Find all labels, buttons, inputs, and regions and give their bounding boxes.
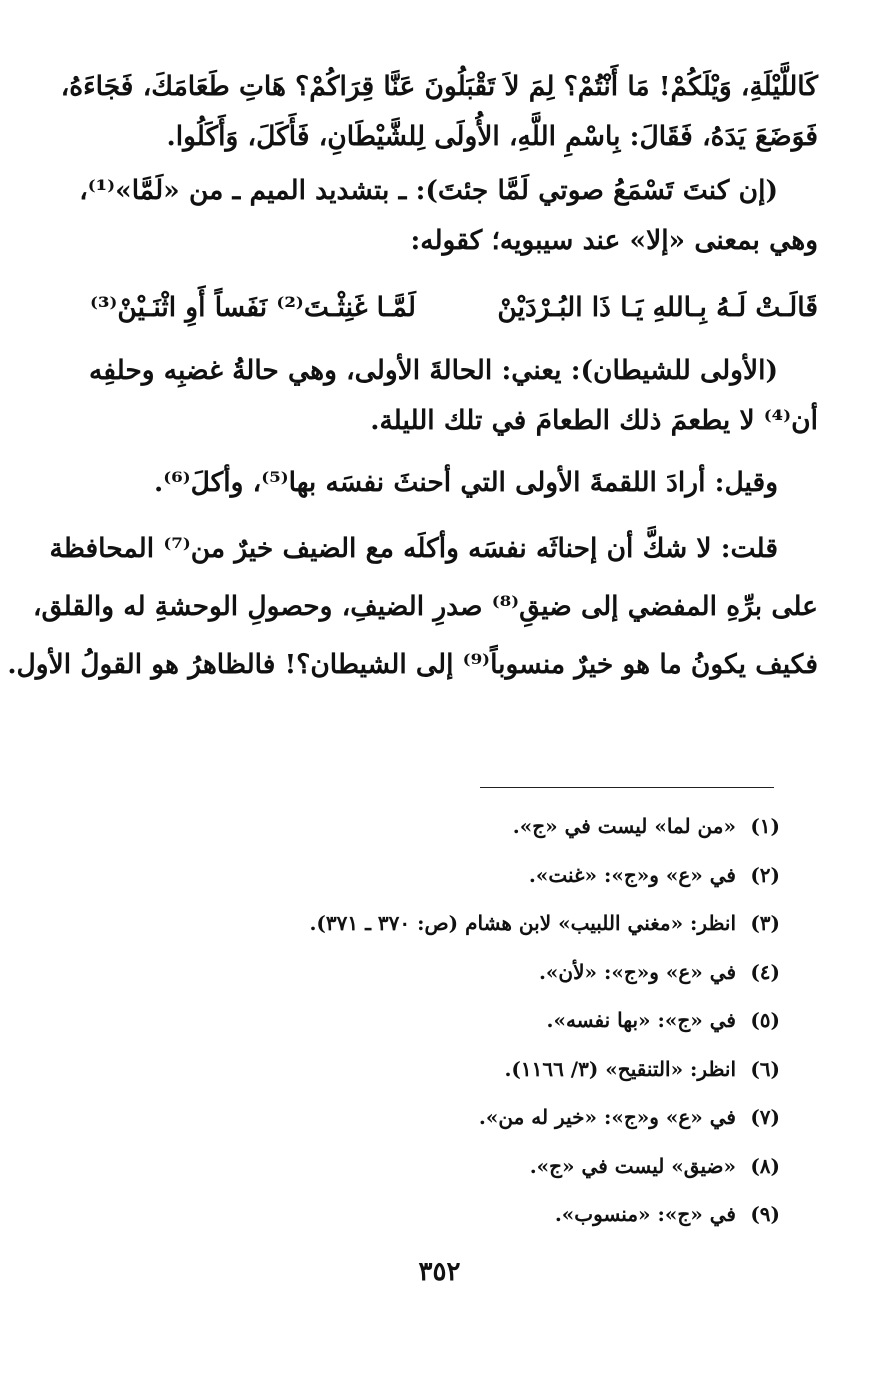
footnote-item bbox=[200, 1093, 780, 1142]
page-number: ٣٥٢ bbox=[418, 1257, 461, 1287]
footnote-number: (٦) bbox=[750, 1056, 780, 1081]
footnote-item bbox=[200, 851, 780, 900]
footnote-text: في «ع» و«ج»: «خير له من». bbox=[478, 1105, 736, 1129]
poetry-verse bbox=[66, 280, 818, 336]
footnote-item bbox=[200, 1142, 780, 1191]
footnote-item bbox=[200, 948, 780, 997]
verse-hemistich-right: قَالَـتْ لَـهُ بِـاللهِ يَـا ذَا البُـرْدَيْنْ bbox=[497, 292, 818, 323]
footnote-number: (٣) bbox=[750, 911, 780, 935]
footnote-text: «ضيق» ليست في «ج». bbox=[529, 1153, 736, 1178]
footnote-text: انظر: «مغني اللبيب» لابن هشام (ص: ٣٧٠ ـ ٣٧١). bbox=[309, 911, 736, 935]
para5-line-2: على برِّهِ المفضي إلى ضيقِ⁽⁸⁾ صدرِ الضيفِ، وحصولِ الوحشةِ له والقلق، bbox=[33, 591, 818, 622]
para5-line-3: فكيف يكونُ ما هو خيرٌ منسوباً⁽⁹⁾ إلى الشيطان؟! فالظاهرُ هو القولُ الأول. bbox=[7, 649, 818, 680]
footnote-separator bbox=[480, 787, 774, 788]
footnote-number: (٢) bbox=[750, 862, 780, 887]
footnote-number: (٤) bbox=[750, 959, 780, 984]
footnote-text: انظر: «التنقيح» (٣/ ١١٦٦). bbox=[504, 1056, 736, 1081]
para3-line-2: أن⁽⁴⁾ لا يطعمَ ذلك الطعامَ في تلك الليلة. bbox=[370, 405, 818, 436]
footnote-item bbox=[200, 1190, 780, 1239]
para2-line-1: (إن كنتَ تَسْمَعُ صوتي لَمَّا جئتَ): ـ بتشديد الميم ـ من «لَمَّا»⁽¹⁾، bbox=[79, 175, 778, 206]
footnote-number: (٥) bbox=[750, 1008, 780, 1032]
footnote-number: (٨) bbox=[750, 1153, 780, 1178]
footnote-number: (١) bbox=[750, 814, 780, 838]
footnote-text: «من لما» ليست في «ج». bbox=[512, 814, 736, 838]
body-line-2: فَوَضَعَ يَدَهُ، فَقَالَ: بِاسْمِ اللَّهِ، الأُولَى لِلشَّيْطَانِ، فَأَكَلَ، وَأَكَلُوا. bbox=[166, 121, 818, 152]
main-text bbox=[7, 62, 818, 694]
footnotes bbox=[200, 802, 780, 1239]
footnote-text: في «ع» و«ج»: «لأن». bbox=[538, 959, 736, 984]
footnote-number: (٧) bbox=[750, 1105, 780, 1129]
footnote-text: في «ج»: «منسوب». bbox=[554, 1202, 736, 1226]
para4-line: وقيل: أرادَ اللقمةَ الأولى التي أحنثَ نفسَه بها⁽⁵⁾، وأكلَ⁽⁶⁾. bbox=[153, 467, 778, 498]
para5-line-1: قلت: لا شكَّ أن إحناثَه نفسَه وأكلَه مع الضيف خيرٌ من⁽⁷⁾ المحافظة bbox=[49, 533, 778, 564]
body-line-1: كَاللَّيْلَةِ، وَيْلَكُمْ! مَا أَنْتُمْ؟ لِمَ لاَ تَقْبَلُونَ عَنَّا قِرَاكُمْ؟ هَاتِ طَعَامَكَ، فَجَاءَهُ، bbox=[60, 71, 818, 102]
footnote-item bbox=[200, 899, 780, 948]
footnote-item bbox=[200, 802, 780, 851]
footnote-text: في «ج»: «بها نفسه». bbox=[546, 1008, 736, 1032]
footnote-item bbox=[200, 1045, 780, 1094]
para2-line-2: وهي بمعنى «إلا» عند سيبويه؛ كقوله: bbox=[410, 225, 818, 256]
footnote-text: في «ع» و«ج»: «غنت». bbox=[528, 862, 736, 887]
footnote-number: (٩) bbox=[750, 1202, 780, 1226]
footnote-item bbox=[200, 996, 780, 1045]
para3-line-1: (الأولى للشيطان): يعني: الحالةَ الأولى، وهي حالةُ غضبِه وحلفِه bbox=[89, 355, 778, 386]
verse-hemistich-left: لَمَّـا غَنِثْـتَ⁽²⁾ نَفَساً أَوِ اثْنَـيْنْ⁽³⁾ bbox=[90, 292, 416, 323]
